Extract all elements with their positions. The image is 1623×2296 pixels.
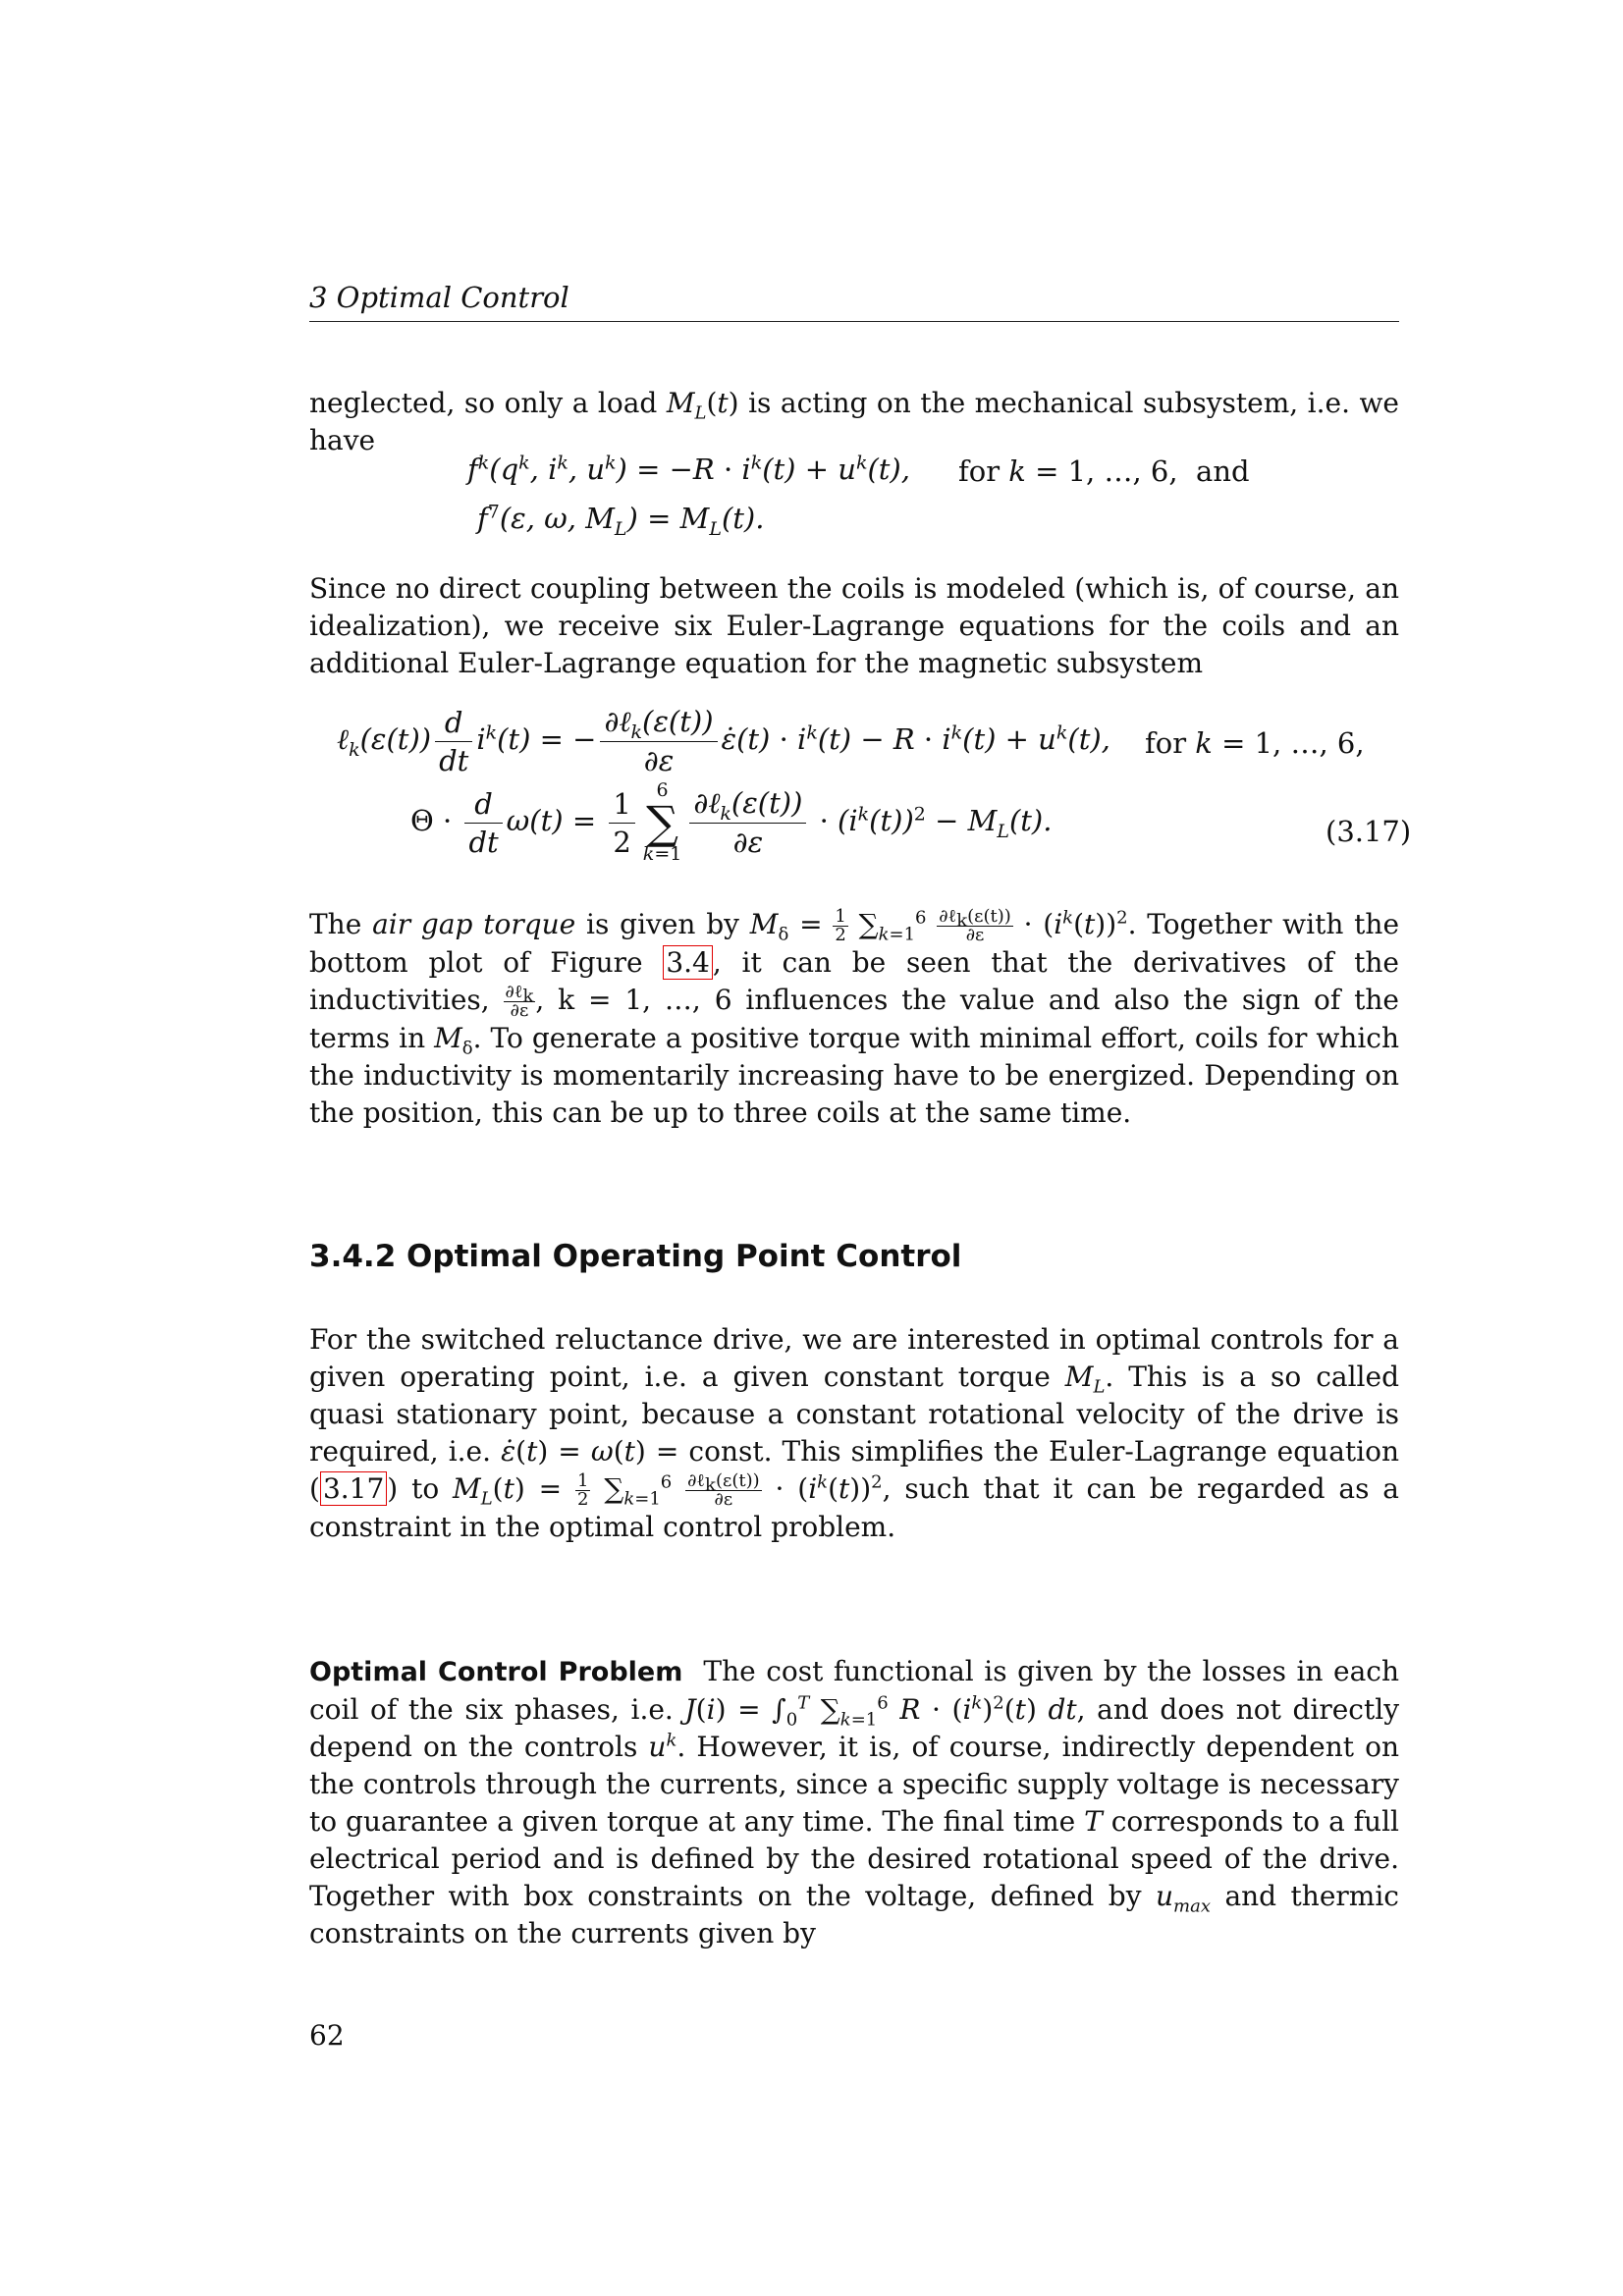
- paragraph-coupling: Since no direct coupling between the coils is modeled (which is, of course, an idealization), we receive six Euler-Lagrange equations for the coils and an additional Euler-Lagrange equation for the magnetic subsystem: [309, 572, 1399, 679]
- figure-ref-link[interactable]: 3.4: [663, 945, 713, 980]
- paragraph-intro: neglected, so only a load $M_L(t)$ is acting on the mechanical subsystem, i.e. we have: [309, 387, 1399, 456]
- running-header: 3 Optimal Control: [309, 281, 1399, 322]
- equation-euler-lagrange-coils: ℓ$_k$(ε(t)) $\frac{d}{dt}$ $i^k(t)$ = − $\frac{\partial\ell_k(\varepsilon(t))}{\partial\varepsilon}$ ε̇(t) · $i^k(t) - R \cdot i^k(t) + u^k(t)$,: [337, 705, 1110, 777]
- section-heading: 3.4.2 Optimal Operating Point Control: [309, 1239, 962, 1274]
- paragraph-operating-point: For the switched reluctance drive, we are interested in optimal controls for a given operating point, i.e. a given constant torque $M_L$. This is a so called quasi stationary point, because a constant rotational velocity of the drive is required, i.e. ε̇(t) = ω(t) = const. This simplifies the Euler-Lagrange equation ( 3.17 ) to $M_L(t)$ = $\frac{1}{2}$ $\sum_{k=1}^6$ $\frac{\partial\ell_k(\varepsilon(t))}{\partial\varepsilon}$ · $(i^k(t))^2$, such that it can be regarded as a constraint in the optimal control problem.: [309, 1323, 1400, 1543]
- equation-number: (3.17): [1325, 815, 1412, 848]
- equation-force-condition: for k = 1, …, 6, and: [958, 454, 1250, 488]
- paragraph-air-gap-torque: The air gap torque is given by $M_\delta$ = $\frac{1}{2}$ $\sum_{k=1}^6$ $\frac{\partial\ell_k(\varepsilon(t))}{\partial\varepsilon}$ · $(i^k(t))^2$. Together with the bottom plot of Figure 3.4 , it can be seen that the derivatives of the inductivities, $\frac{\partial\ell_k}{\partial\varepsilon}$ , k = 1, …, 6 influences the value and also the sign of the terms in $M_\delta$. To generate a positive torque with minimal effort, coils for which the inductivity is momentarily increasing have to be energized. Depending on the position, this can be up to three coils at the same time.: [309, 906, 1400, 1129]
- run-in-heading: Optimal Control Problem: [309, 1657, 683, 1687]
- p1-text-b: is acting on the mechanical subsystem, i.e. we have: [309, 387, 1399, 456]
- equation-force-line1: $f^k(q^k$, $i^k$, $u^k) = -R \cdot i^k(t) + u^k(t)$,: [467, 452, 910, 486]
- emphasis-air-gap-torque: air gap torque: [372, 908, 576, 940]
- equation-force-line2: $f^7(\varepsilon$, ω, $M_L) = M_L(t)$.: [477, 501, 765, 540]
- equation-ref-link[interactable]: 3.17: [320, 1471, 387, 1506]
- equation-euler-lagrange-mechanical: Θ · $\frac{d}{dt}$ ω(t) = $\frac{1}{2}$ 6 ∑ k=1 $\frac{\partial\ell_k(\varepsilon(t))}{\partial\varepsilon}$ · $(i^k(t))^2 - M_L(t)$.: [410, 779, 1053, 865]
- page-number: 62: [309, 2019, 345, 2052]
- equation-coils-condition: for k = 1, …, 6,: [1145, 726, 1365, 760]
- paragraph-optimal-control-problem: Optimal Control Problem The cost functional is given by the losses in each coil of the six phases, i.e. $J(i) = \int_0^T$ $\sum_{k=1}^6$ $R \cdot (i^k)^2(t)$ dt, and does not directly depend on the controls $u^k$. However, it is, of course, indirectly dependent on the controls through the currents, since a specific supply voltage is necessary to guarantee a given torque at any time. The final time T corresponds to a full electrical period and is defined by the desired rotational speed of the drive. Together with box constraints on the voltage, defined by $u_{max}$ and thermic constraints on the currents given by: [309, 1655, 1400, 1949]
- p1-text-a: neglected, so only a load: [309, 387, 667, 419]
